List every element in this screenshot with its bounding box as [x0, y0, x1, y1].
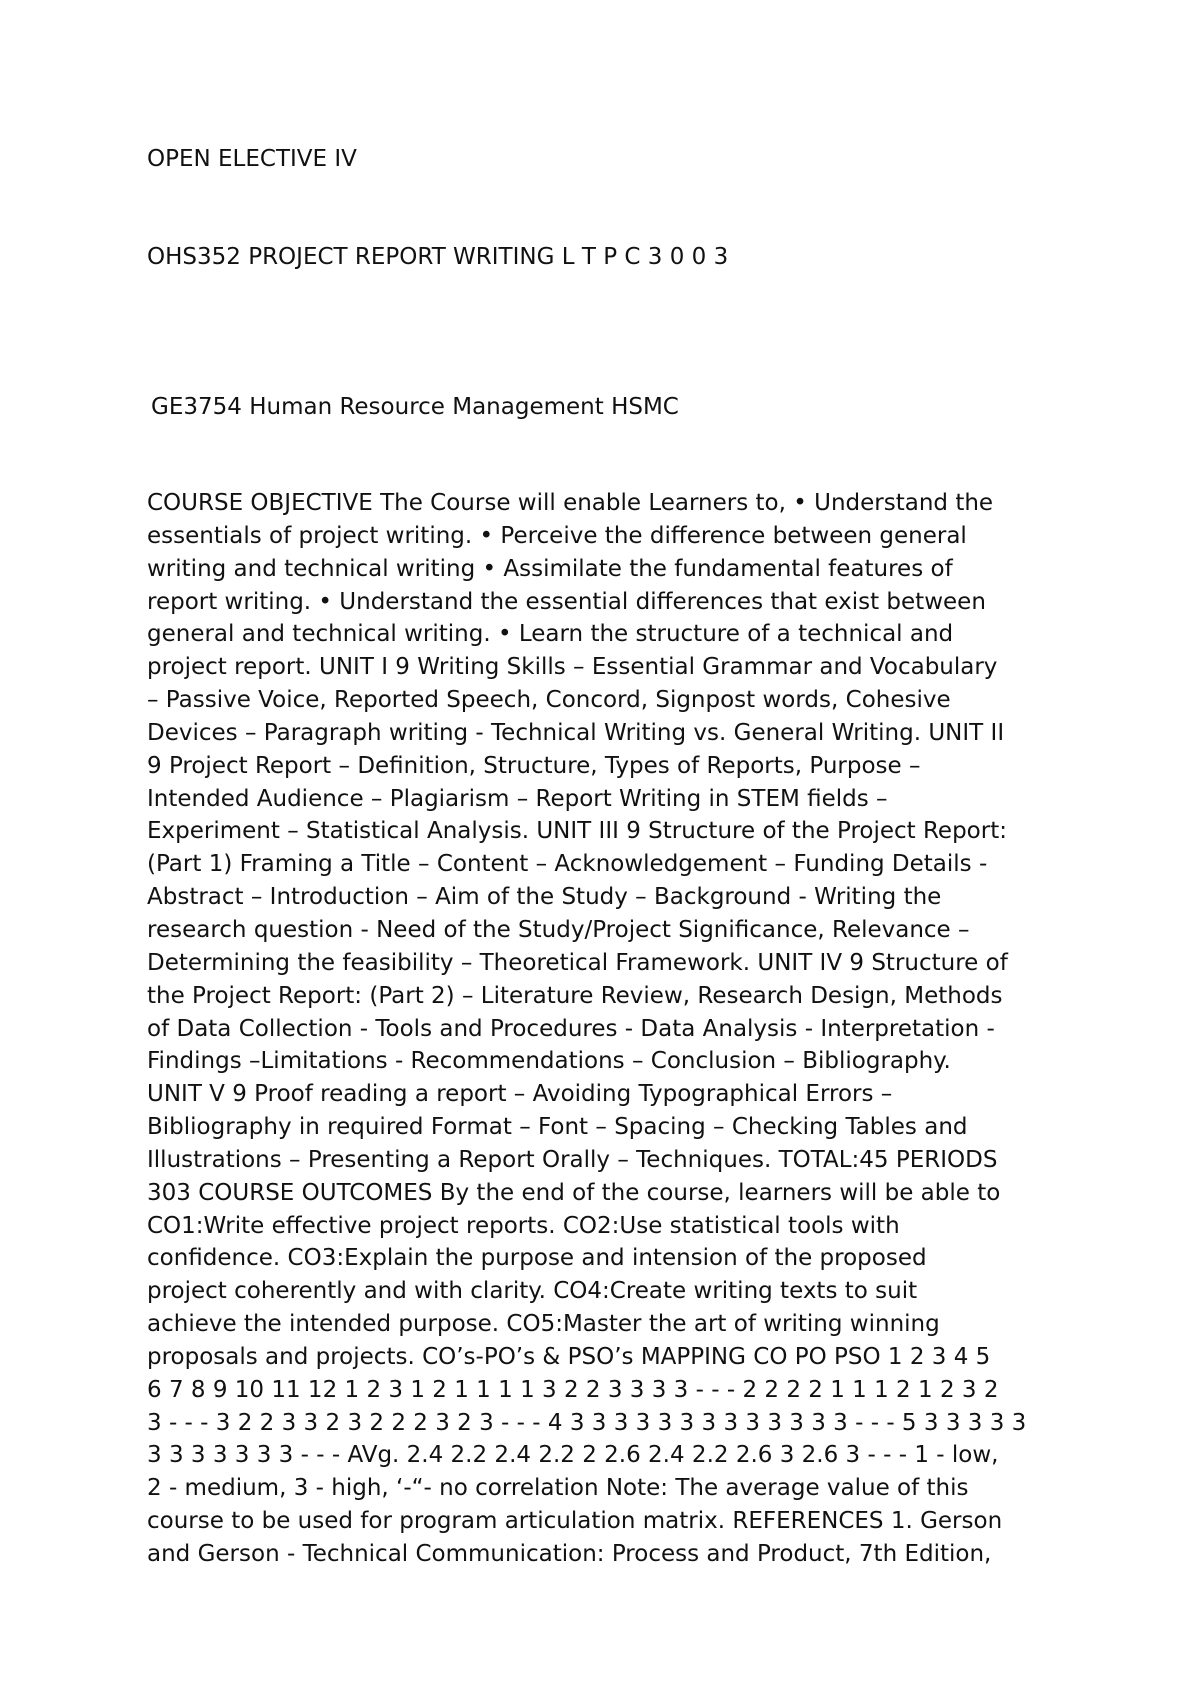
body-line: 9 Project Report – Definition, Structure, Types of Reports, Purpose – [147, 752, 921, 779]
body-line: proposals and projects. CO’s-PO’s & PSO’s MAPPING CO PO PSO 1 2 3 4 5 [147, 1343, 991, 1370]
body-line: Intended Audience – Plagiarism – Report Writing in STEM fields – [147, 785, 888, 812]
body-line: Bibliography in required Format – Font – Spacing – Checking Tables and [147, 1114, 968, 1141]
body-line: general and technical writing. • Learn the structure of a technical and [147, 621, 954, 648]
body-line: confidence. CO3:Explain the purpose and intension of the proposed [147, 1245, 927, 1272]
body-line: 3 - - - 3 2 2 3 3 2 3 2 2 2 3 2 3 - - - 4 3 3 3 3 3 3 3 3 3 3 3 3 3 - - - 5 3 3 3 3 3 [147, 1409, 1027, 1436]
body-line: course to be used for program articulation matrix. REFERENCES 1. Gerson [147, 1508, 1003, 1535]
body-line: essentials of project writing. • Perceive the difference between general [147, 522, 967, 549]
body-line: project report. UNIT I 9 Writing Skills – Essential Grammar and Vocabulary [147, 654, 998, 681]
body-line: 3 3 3 3 3 3 3 - - - AVg. 2.4 2.2 2.4 2.2 2 2.6 2.4 2.2 2.6 3 2.6 3 - - - 1 - low, [147, 1442, 999, 1469]
document-heading: OPEN ELECTIVE IV [147, 146, 357, 172]
body-line: CO1:Write effective project reports. CO2:Use statistical tools with [147, 1212, 900, 1239]
body-line: UNIT V 9 Proof reading a report – Avoiding Typographical Errors – [147, 1081, 893, 1108]
body-line: COURSE OBJECTIVE The Course will enable Learners to, • Understand the [147, 490, 994, 516]
body-line: Experiment – Statistical Analysis. UNIT III 9 Structure of the Project Report: [147, 818, 1007, 845]
body-line: the Project Report: (Part 2) – Literature Review, Research Design, Methods [147, 982, 1003, 1009]
body-line: and Gerson - Technical Communication: Process and Product, 7th Edition, [147, 1541, 992, 1567]
course-code-line: OHS352 PROJECT REPORT WRITING L T P C 3 0 0 3 [147, 244, 729, 270]
body-line: Illustrations – Presenting a Report Orally – Techniques. TOTAL:45 PERIODS [147, 1146, 998, 1173]
body-line: 2 - medium, 3 - high, ‘-“- no correlation Note: The average value of this [147, 1475, 969, 1502]
body-line: research question - Need of the Study/Project Significance, Relevance – [147, 916, 970, 943]
body-line: of Data Collection - Tools and Procedures - Data Analysis - Interpretation - [147, 1015, 995, 1042]
body-line: Findings –Limitations - Recommendations – Conclusion – Bibliography. [147, 1048, 951, 1075]
body-line: – Passive Voice, Reported Speech, Concord, Signpost words, Cohesive [147, 687, 951, 714]
body-line: report writing. • Understand the essential differences that exist between [147, 588, 986, 615]
body-line: writing and technical writing • Assimilate the fundamental features of [147, 555, 953, 582]
body-line: 303 COURSE OUTCOMES By the end of the course, learners will be able to [147, 1179, 1001, 1206]
body-line: Determining the feasibility – Theoretical Framework. UNIT IV 9 Structure of [147, 949, 1008, 976]
subject-line: GE3754 Human Resource Management HSMC [151, 394, 679, 420]
body-line: project coherently and with clarity. CO4:Create writing texts to suit [147, 1278, 918, 1305]
body-line: achieve the intended purpose. CO5:Master the art of writing winning [147, 1311, 940, 1338]
body-line: Devices – Paragraph writing - Technical Writing vs. General Writing. UNIT II [147, 719, 1005, 746]
body-line: Abstract – Introduction – Aim of the Study – Background - Writing the [147, 884, 942, 911]
body-line: 6 7 8 9 10 11 12 1 2 3 1 2 1 1 1 1 3 2 2 3 3 3 3 - - - 2 2 2 2 1 1 1 2 1 2 3 2 [147, 1376, 999, 1403]
body-line: (Part 1) Framing a Title – Content – Acknowledgement – Funding Details - [147, 851, 988, 878]
course-body-paragraph [147, 487, 1067, 1571]
